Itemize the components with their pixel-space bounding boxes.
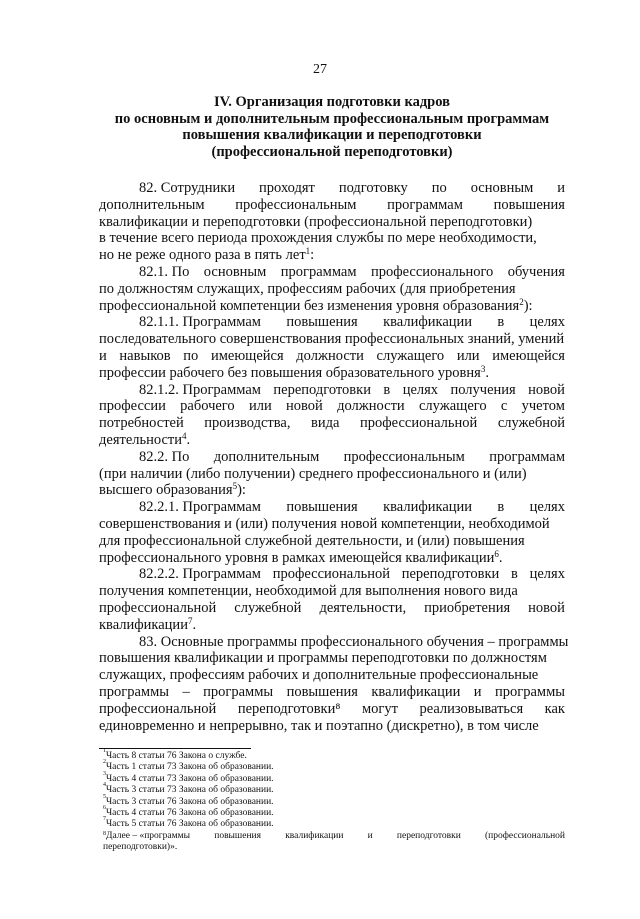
text-line bbox=[99, 583, 565, 600]
text-line bbox=[99, 247, 565, 264]
footnote-text: Часть 8 статьи 76 Закона о службе. bbox=[106, 751, 247, 761]
footnote-text: Часть 3 статьи 76 Закона об образовании. bbox=[106, 796, 274, 807]
text-segment: с bbox=[500, 398, 508, 415]
footnote-ref-group bbox=[306, 247, 315, 264]
footnote-ref[interactable]: 7 bbox=[187, 615, 193, 626]
text-segment: служащих, профессиям рабочих и дополнительные профессиональные bbox=[99, 667, 539, 684]
text-segment: и bbox=[473, 683, 482, 700]
footnote-number: 8 bbox=[103, 830, 106, 837]
text-segment: профессиональной компетенции без изменения уровня образования bbox=[99, 297, 520, 314]
text-segment: 83. Основные программы профессионального обучения – программы bbox=[139, 633, 569, 650]
text-segment: имеющейся bbox=[492, 347, 565, 364]
heading-line: по основным и дополнительным профессиональным программам bbox=[114, 110, 550, 127]
text-segment: целях bbox=[529, 314, 565, 331]
footnote-item bbox=[103, 816, 565, 830]
footnote-ref[interactable]: 5 bbox=[232, 481, 238, 492]
text-segment: высшего образования bbox=[99, 482, 233, 499]
body-text bbox=[99, 180, 569, 734]
footnote-number: 4 bbox=[103, 782, 106, 789]
text-segment: и bbox=[557, 180, 565, 196]
footnote-text bbox=[285, 831, 343, 842]
text-line bbox=[99, 650, 565, 667]
text-line bbox=[99, 617, 565, 634]
footnote-number: 2 bbox=[103, 759, 106, 766]
footnote-text: Часть 5 статьи 76 Закона об образовании. bbox=[106, 819, 274, 830]
text-segment: последовательного совершенствования профессиональных знаний, умений bbox=[99, 331, 565, 348]
text-line bbox=[99, 398, 565, 415]
text-segment: 82.2.2. Программам bbox=[139, 566, 261, 583]
punctuation: . bbox=[186, 431, 191, 448]
footnote-ref-group bbox=[188, 617, 196, 634]
text-segment: профессиональной bbox=[360, 415, 478, 432]
footnote-number: 7 bbox=[103, 816, 106, 823]
footnote-ref[interactable]: 1 bbox=[305, 246, 311, 257]
heading-line: повышения квалификации и переподготовки bbox=[182, 127, 482, 143]
text-segment: и bbox=[99, 347, 107, 364]
text-segment: квалификации и переподготовки (профессиональной переподготовки) bbox=[99, 213, 533, 230]
text-line bbox=[99, 264, 565, 281]
footnote-item bbox=[103, 748, 565, 762]
footnote-text bbox=[485, 831, 565, 842]
footnote-word: (профессиональной bbox=[485, 830, 565, 841]
footnote-item bbox=[103, 759, 565, 773]
text-segment: служащего bbox=[376, 347, 445, 364]
footnote-ref[interactable]: 4 bbox=[182, 430, 187, 441]
text-segment: в bbox=[511, 566, 518, 583]
text-line bbox=[99, 432, 565, 449]
text-line bbox=[99, 533, 565, 550]
text-segment: в bbox=[497, 499, 505, 516]
text-segment: профессионального bbox=[370, 263, 494, 280]
footnote-ref-group bbox=[233, 482, 246, 499]
punctuation: . bbox=[192, 616, 197, 633]
text-line bbox=[99, 382, 565, 399]
text-segment: проходят bbox=[259, 180, 315, 196]
text-segment: повышения bbox=[286, 499, 358, 516]
text-segment: но не реже одного раза в пять лет bbox=[99, 247, 306, 264]
footnote-ref-group bbox=[494, 550, 502, 567]
footnote-word: и bbox=[367, 830, 373, 841]
text-segment: рабочего bbox=[180, 398, 235, 415]
text-segment: квалификации bbox=[383, 314, 473, 331]
text-segment: по должностям служащих, профессиям рабочих (для приобретения bbox=[99, 280, 516, 297]
text-segment: новой bbox=[528, 381, 565, 398]
text-segment: 82.1.2. Программам bbox=[139, 381, 261, 398]
footnote-text bbox=[368, 831, 373, 842]
text-line bbox=[99, 331, 565, 348]
text-line bbox=[99, 314, 565, 331]
section-heading bbox=[96, 94, 568, 160]
footnote-ref[interactable]: 6 bbox=[494, 548, 499, 559]
text-line bbox=[99, 180, 565, 197]
text-segment: служебной bbox=[234, 599, 302, 616]
text-line bbox=[99, 197, 565, 214]
footnote-text bbox=[397, 831, 461, 842]
text-segment: основным bbox=[470, 180, 534, 196]
text-segment: квалификации bbox=[383, 499, 473, 516]
text-line bbox=[99, 281, 565, 298]
text-segment: профессиональным bbox=[235, 196, 357, 213]
text-line bbox=[99, 298, 565, 315]
text-segment: производства, bbox=[204, 415, 291, 432]
text-segment: (при наличии (либо получении) среднего профессионального и (или) bbox=[99, 465, 527, 482]
footnote-text: Часть 4 статьи 76 Закона об образовании. bbox=[106, 807, 274, 818]
text-segment: вида bbox=[311, 415, 340, 432]
footnote-text bbox=[103, 831, 190, 842]
text-segment: программам bbox=[387, 196, 463, 213]
text-line bbox=[99, 415, 565, 432]
text-segment: как bbox=[544, 700, 565, 717]
footnote-word: Далее – «программы bbox=[106, 830, 191, 841]
text-segment: новой bbox=[528, 599, 565, 616]
text-segment: профессиональной bbox=[99, 599, 217, 616]
footnote-item bbox=[103, 804, 565, 819]
text-line bbox=[99, 449, 565, 466]
text-line bbox=[99, 600, 565, 617]
text-segment: совершенствования и (или) получения новой компетенции, необходимой bbox=[99, 515, 550, 532]
text-segment: деятельности, bbox=[319, 599, 407, 616]
text-segment: повышения bbox=[286, 314, 358, 331]
footnote-ref-group bbox=[481, 365, 489, 382]
text-segment: получения компетенции, необходимой для выполнения нового вида bbox=[99, 583, 518, 600]
text-segment: целях bbox=[529, 566, 565, 583]
text-segment: – bbox=[182, 683, 190, 700]
text-segment: профессионального уровня в рамках имеющейся квалификации bbox=[99, 549, 495, 566]
text-segment: 82. Сотрудники bbox=[139, 180, 236, 196]
text-segment: переподготовки bbox=[273, 381, 371, 398]
text-segment: деятельности bbox=[99, 431, 183, 448]
text-segment: программам bbox=[280, 263, 357, 280]
footnote-word: повышения bbox=[214, 830, 262, 841]
text-line bbox=[99, 701, 565, 718]
footnote-ref-group bbox=[519, 298, 532, 315]
text-segment: переподготовки⁸ bbox=[237, 700, 341, 717]
footnote-separator bbox=[99, 748, 251, 749]
text-segment: должности bbox=[296, 347, 364, 364]
text-segment: профессиональной bbox=[272, 566, 390, 583]
punctuation: ): bbox=[523, 297, 533, 314]
text-line bbox=[99, 566, 565, 583]
footnote-ref[interactable]: 3 bbox=[480, 363, 486, 374]
text-segment: программы bbox=[495, 683, 565, 700]
text-segment: служебной bbox=[497, 415, 565, 432]
footnote-item bbox=[103, 793, 565, 808]
text-line bbox=[99, 466, 565, 483]
page-number: 27 bbox=[313, 62, 327, 77]
text-line bbox=[99, 516, 565, 533]
punctuation: . bbox=[485, 364, 489, 381]
footnote-ref[interactable]: 2 bbox=[519, 296, 524, 307]
text-segment: программы bbox=[99, 683, 169, 700]
text-segment: навыков bbox=[119, 347, 171, 364]
text-segment: приобретения bbox=[424, 599, 511, 616]
text-segment: квалификации bbox=[371, 683, 461, 700]
text-line bbox=[99, 550, 565, 567]
text-segment: 82.1. По bbox=[139, 263, 190, 280]
text-segment: повышения квалификации и программы переподготовки по должностям bbox=[99, 650, 547, 667]
text-segment: целях bbox=[529, 499, 565, 516]
text-line bbox=[99, 214, 565, 231]
footnote-text: Часть 4 статьи 73 Закона об образовании. bbox=[106, 773, 274, 784]
text-segment: основным bbox=[203, 263, 267, 280]
footnote-ref-group bbox=[182, 432, 190, 449]
footnote-text: Часть 3 статьи 73 Закона об образовании. bbox=[106, 785, 274, 796]
footnote-text: Часть 1 статьи 73 Закона об образовании. bbox=[106, 762, 274, 773]
text-segment: реализовываться bbox=[419, 700, 524, 717]
text-segment: дополнительным bbox=[99, 196, 205, 213]
text-segment: подготовку bbox=[338, 180, 408, 196]
text-segment: профессиональным bbox=[343, 448, 465, 465]
punctuation: : bbox=[310, 247, 315, 264]
punctuation: . bbox=[498, 549, 503, 566]
footnote-text: переподготовки)». bbox=[103, 842, 178, 853]
text-segment: по bbox=[431, 180, 447, 196]
text-segment: служащего bbox=[418, 398, 487, 415]
footnote-number: 6 bbox=[103, 804, 106, 811]
text-segment: или bbox=[456, 347, 480, 364]
text-segment: программы bbox=[203, 683, 274, 700]
footnote-item bbox=[103, 842, 565, 853]
text-segment: могут bbox=[361, 700, 398, 717]
footnote-item bbox=[103, 782, 565, 796]
text-segment: повышения bbox=[493, 196, 565, 213]
text-segment: единовременно и непрерывно, так и поэтапно (дискретно), в том числе bbox=[99, 717, 539, 734]
text-segment: учетом bbox=[521, 398, 565, 415]
text-segment: 82.1.1. Программам bbox=[139, 314, 261, 331]
heading-line: (профессиональной переподготовки) bbox=[211, 143, 453, 160]
footnotes bbox=[103, 748, 565, 854]
text-segment: 82.2.1. Программам bbox=[139, 499, 261, 516]
text-segment: или bbox=[248, 398, 272, 415]
footnote-item bbox=[103, 770, 565, 785]
text-segment: повышения bbox=[286, 683, 358, 700]
footnote-number: 3 bbox=[103, 770, 106, 777]
text-line bbox=[99, 684, 565, 701]
heading-line: IV. Организация подготовки кадров bbox=[214, 94, 450, 110]
text-line bbox=[99, 718, 565, 735]
footnote-number: 1 bbox=[103, 748, 106, 754]
text-line bbox=[99, 230, 565, 247]
text-segment: в течение всего периода прохождения службы по мере необходимости, bbox=[99, 230, 537, 247]
text-segment: профессии bbox=[99, 398, 166, 415]
text-segment: целях bbox=[402, 381, 439, 398]
text-line bbox=[99, 348, 565, 365]
text-line bbox=[99, 499, 565, 516]
text-segment: должности bbox=[337, 398, 405, 415]
footnote-number: 5 bbox=[103, 793, 106, 800]
text-segment: 82.2. По bbox=[139, 448, 190, 465]
text-line bbox=[99, 633, 569, 651]
text-line bbox=[99, 482, 565, 499]
text-segment: программам bbox=[489, 448, 565, 465]
text-segment: профессиональной bbox=[99, 700, 217, 717]
text-segment: переподготовки bbox=[401, 566, 500, 583]
text-segment: дополнительным bbox=[213, 448, 320, 465]
footnote-item bbox=[103, 831, 565, 842]
text-line bbox=[99, 667, 565, 684]
footnote-word: переподготовки bbox=[396, 830, 461, 841]
text-segment: по bbox=[183, 347, 199, 364]
text-segment: в bbox=[383, 381, 391, 398]
footnote-text bbox=[214, 831, 261, 842]
text-segment: новой bbox=[286, 398, 323, 415]
text-line bbox=[99, 365, 565, 382]
text-segment: квалификации bbox=[99, 616, 188, 633]
punctuation: ): bbox=[237, 482, 246, 499]
text-segment: в bbox=[497, 314, 505, 331]
text-segment: потребностей bbox=[99, 415, 184, 432]
footnote-word: квалификации bbox=[285, 830, 344, 841]
text-segment: для профессиональной служебной деятельности, и (или) повышения bbox=[99, 532, 525, 549]
text-segment: профессии рабочего без повышения образовательного уровня bbox=[99, 364, 481, 381]
text-segment: обучения bbox=[507, 263, 565, 280]
text-segment: получения bbox=[450, 381, 516, 398]
text-segment: имеющейся bbox=[210, 347, 284, 364]
